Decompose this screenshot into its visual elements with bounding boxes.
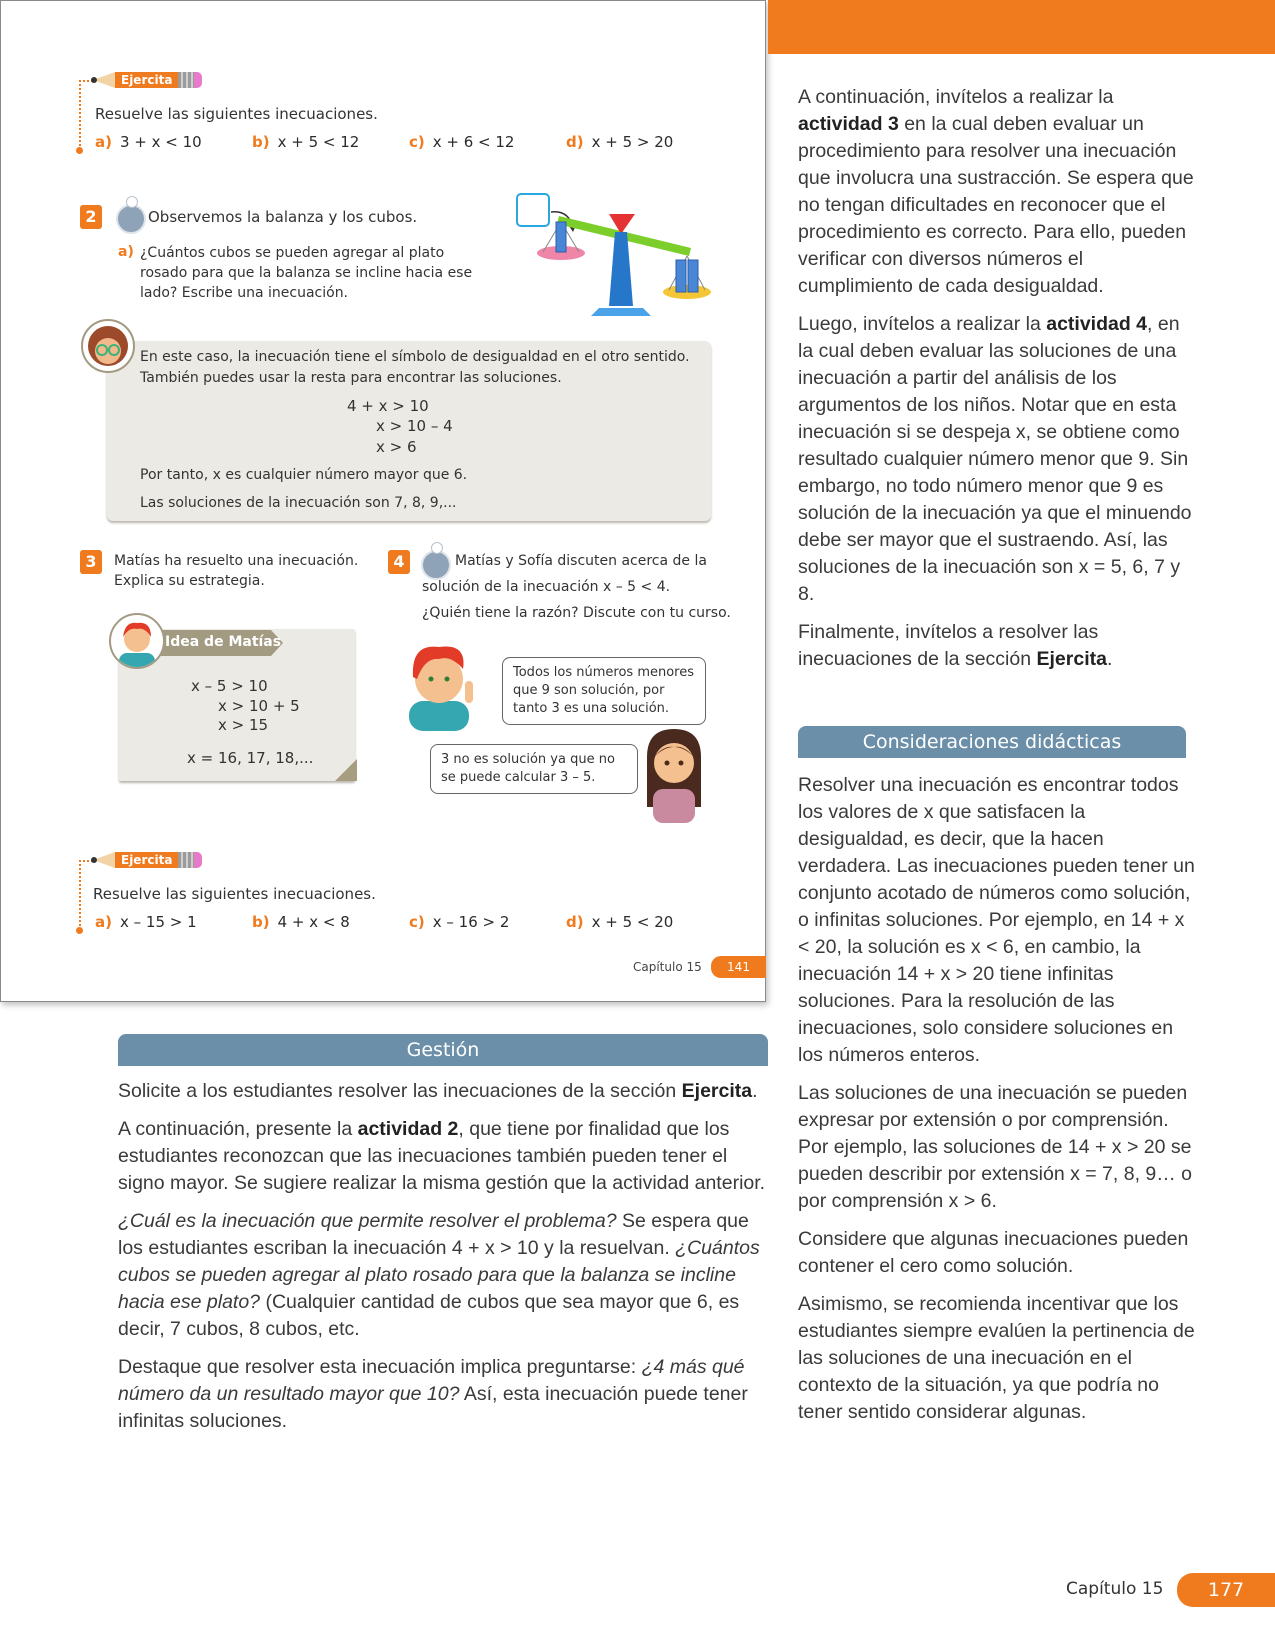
bold-text: actividad 4: [1046, 313, 1148, 335]
gestion-paragraph: [118, 1078, 778, 1105]
gestion-paragraph: [118, 1208, 778, 1343]
hint-step: x > 10 – 4: [376, 417, 453, 435]
bold-text: Ejercita: [1036, 648, 1107, 670]
consideraciones-body: [798, 772, 1198, 1437]
gestion-paragraph: [118, 1354, 778, 1435]
exercise-item: [252, 133, 409, 151]
text: Luego, invítelos a realizar la: [798, 313, 1047, 335]
boy-face-icon: [111, 615, 163, 667]
item-expression: x + 5 > 20: [591, 133, 674, 151]
ejercita-instruction: Resuelve las siguientes inecuaciones.: [93, 885, 376, 903]
dot-marker: [76, 927, 83, 934]
item-expression: 3 + x < 10: [119, 133, 202, 151]
exercise-item: [95, 913, 252, 931]
chapter-label: Capítulo 15: [1066, 1579, 1164, 1599]
guide-paragraph: [798, 311, 1198, 608]
student-page-thumbnail: [0, 0, 766, 1002]
student-chapter-label: Capítulo 15: [633, 960, 702, 974]
idea-result: x = 16, 17, 18,...: [187, 749, 314, 767]
item-expression: x + 5 < 20: [591, 913, 674, 931]
consideraciones-paragraph: Asimismo, se recomienda incentivar que los estudiantes siempre evalúen la pertinencia de las soluciones de una inecuación en el contexto de la situación, ya que podría no tener sentido considerar algunas.: [798, 1293, 1195, 1423]
idea-label: Idea de Matías: [165, 634, 282, 650]
ejercita-pencil-label: [93, 71, 202, 89]
text: .: [752, 1080, 758, 1102]
group-work-icon: [116, 204, 146, 234]
activity-3-line-2: Explica su estrategia.: [114, 573, 265, 589]
text: , que tiene por finalidad que los estudiantes reconozcan que las inecuaciones también pueden tener el signo mayor. Se sugiere realizar la misma gestión que la actividad anterior.: [118, 1118, 766, 1194]
consideraciones-header: Consideraciones didácticas: [798, 726, 1186, 758]
exercise-item: [95, 133, 252, 151]
header-accent-bar: [768, 0, 1275, 54]
guide-paragraph: [798, 619, 1198, 673]
idea-step: x > 15: [218, 716, 269, 734]
activity-4-line-2: solución de la inecuación x – 5 < 4.: [422, 579, 671, 595]
idea-step: x – 5 > 10: [191, 677, 268, 695]
pencil-eraser-icon: [194, 852, 202, 868]
exercise-item: [566, 133, 723, 151]
item-letter: b): [252, 913, 270, 931]
dot-marker: [76, 147, 83, 154]
teacher-avatar: [81, 319, 135, 373]
pencil-ferrule-icon: [178, 72, 194, 88]
consideraciones-paragraph: Considere que algunas inecuaciones pueden contener el cero como solución.: [798, 1228, 1189, 1277]
item-expression: x + 6 < 12: [432, 133, 515, 151]
text: en la cual deben evaluar un procedimiento para resolver una inecuación que involucra una sustracción. Se espera que no tengan dificultades en reconocer que el procedimiento es correcto. Para ello, pueden verificar con diversos números el cumplimiento de cada desigualdad.: [798, 113, 1194, 297]
exercise-list: [95, 913, 723, 931]
italic-text: ¿Cuál es la inecuación que permite resolver el problema?: [118, 1210, 617, 1232]
item-letter: a): [95, 133, 112, 151]
pencil-tip-icon: [93, 72, 115, 88]
pencil-ferrule-icon: [178, 852, 194, 868]
matias-avatar: [109, 613, 165, 669]
bold-text: actividad 3: [798, 113, 899, 135]
text: A continuación, presente la: [118, 1118, 358, 1140]
matias-speech-bubble: Todos los números menores que 9 son solución, por tanto 3 es una solución.: [502, 657, 706, 725]
item-letter: a): [95, 913, 112, 931]
ejercita-label: Ejercita: [115, 852, 178, 868]
guide-paragraph: [798, 84, 1198, 300]
cube-stack: [556, 222, 566, 252]
student-page-number: 141: [711, 956, 766, 978]
ejercita-pencil-label: [93, 851, 202, 869]
hint-step: 4 + x > 10: [347, 397, 429, 415]
exercise-item: [409, 133, 566, 151]
activity-number-badge: 4: [388, 550, 410, 574]
item-letter: d): [566, 133, 584, 151]
italic-text: ¿Cuántos cubos se pueden agregar al plato rosado para que la balanza se incline hacia ese plato?: [118, 1237, 760, 1313]
text: Se espera que los estudiantes escriban la inecuación 4 + x > 10 y la resuelvan.: [118, 1210, 749, 1259]
page-number: 177: [1177, 1573, 1275, 1607]
exercise-item: [566, 913, 723, 931]
item-expression: x – 15 > 1: [119, 913, 197, 931]
bold-text: Ejercita: [681, 1080, 753, 1102]
text: A continuación, invítelos a realizar la: [798, 86, 1114, 108]
gestion-header: Gestión: [118, 1034, 768, 1066]
idea-step: x > 10 + 5: [218, 697, 300, 715]
pencil-eraser-icon: [194, 72, 202, 88]
sofia-illustration: [639, 727, 709, 825]
item-letter: c): [409, 133, 425, 151]
balance-scale-illustration: [511, 186, 721, 321]
exercise-item: [409, 913, 566, 931]
item-letter: d): [566, 913, 584, 931]
activity-number-badge: 3: [80, 550, 102, 574]
consideraciones-paragraph: Resolver una inecuación es encontrar todos los valores de x que satisfacen la desigualdad, es decir, que la hacen verdadera. Las inecuaciones pueden tener un conjunto acotado de números como solución, o infinitas soluciones. Por ejemplo, en 14 + x < 20, la solución es x < 6, en cambio, la inecuación 14 + x > 20 tiene infinitas soluciones. Para la resolución de las inecuaciones, solo considere soluciones en los números enteros.: [798, 774, 1195, 1066]
text: Finalmente, invítelos a resolver las inecuaciones de la sección: [798, 621, 1099, 670]
dotted-connector: [79, 80, 81, 150]
italic-text: ¿4 más qué número da un resultado mayor que 10?: [118, 1356, 745, 1405]
item-expression: 4 + x < 8: [277, 913, 350, 931]
text: , en la cual deben evaluar las soluciones de una inecuación a partir del análisis de los argumentos de los niños. Notar que en esta inecuación si se despeja x, se obtiene como resultado cualquier número menor que 9. Sin embargo, no todo número menor que 9 es solución de la inecuación ya que el minuendo debe ser mayor que el sustraendo. Así, las soluciones de la inecuación son x = 5, 6, 7 y 8.: [798, 313, 1192, 605]
activity-4-line-3: ¿Quién tiene la razón? Discute con tu curso.: [422, 605, 731, 621]
activity-number-badge: 2: [80, 205, 102, 229]
matias-illustration: [401, 639, 491, 731]
item-expression: x + 5 < 12: [277, 133, 360, 151]
activity-question: ¿Cuántos cubos se pueden agregar al plato rosado para que la balanza se incline hacia ese lado? Escribe una inecuación.: [140, 245, 473, 301]
text: .: [1106, 648, 1113, 670]
ejercita-label: Ejercita: [115, 72, 178, 88]
activity-4-line-1: Matías y Sofía discuten acerca de la: [455, 553, 707, 569]
text: (Cualquier cantidad de cubos que sea mayor que 6, es decir, 7 cubos, 8 cubos, etc.: [118, 1291, 740, 1340]
cube-stack: [676, 260, 686, 292]
item-letter: b): [252, 133, 270, 151]
exercise-list: [95, 133, 723, 151]
hint-line-1: En este caso, la inecuación tiene el símbolo de desigualdad en el otro sentido.: [140, 349, 690, 365]
pointing-finger: [465, 681, 473, 703]
consideraciones-paragraph: Las soluciones de una inecuación se pueden expresar por extensión o por comprensión. Por ejemplo, las soluciones de 14 + x > 20 se pueden describir por extensión x = 7, 8, 9… o por comprensión x > 6.: [798, 1082, 1193, 1212]
dotted-connector: [79, 860, 81, 930]
page-curl-icon: [335, 759, 357, 781]
bold-text: actividad 2: [357, 1118, 459, 1140]
item-letter: c): [409, 913, 425, 931]
hint-step: x > 6: [376, 438, 417, 456]
text: Solicite a los estudiantes resolver las inecuaciones de la sección: [118, 1080, 682, 1102]
activity-3-line-1: Matías ha resuelto una inecuación.: [114, 553, 359, 569]
hint-solutions: Las soluciones de la inecuación son 7, 8, 9,...: [140, 495, 457, 511]
right-column-body: [798, 84, 1198, 684]
teacher-face-icon: [83, 321, 133, 371]
exercise-item: [252, 913, 409, 931]
item-expression: x – 16 > 2: [432, 913, 510, 931]
question-letter: a): [118, 244, 134, 260]
activity-title: Observemos la balanza y los cubos.: [148, 208, 418, 226]
group-work-icon: [421, 550, 451, 580]
balance-stand: [609, 232, 633, 306]
cube-stack: [688, 260, 698, 292]
text: Destaque que resolver esta inecuación implica preguntarse:: [118, 1356, 642, 1378]
text: Así, esta inecuación puede tener infinitas soluciones.: [118, 1383, 748, 1432]
empty-box-icon: [517, 194, 549, 226]
hint-conclusion: Por tanto, x es cualquier número mayor que 6.: [140, 467, 468, 483]
hint-line-2: También puedes usar la resta para encontrar las soluciones.: [140, 370, 562, 386]
ejercita-instruction: Resuelve las siguientes inecuaciones.: [95, 105, 378, 123]
pencil-tip-icon: [93, 852, 115, 868]
gestion-body: [118, 1078, 778, 1446]
sofia-speech-bubble: 3 no es solución ya que no se puede calcular 3 – 5.: [430, 744, 638, 794]
gestion-paragraph: [118, 1116, 778, 1197]
